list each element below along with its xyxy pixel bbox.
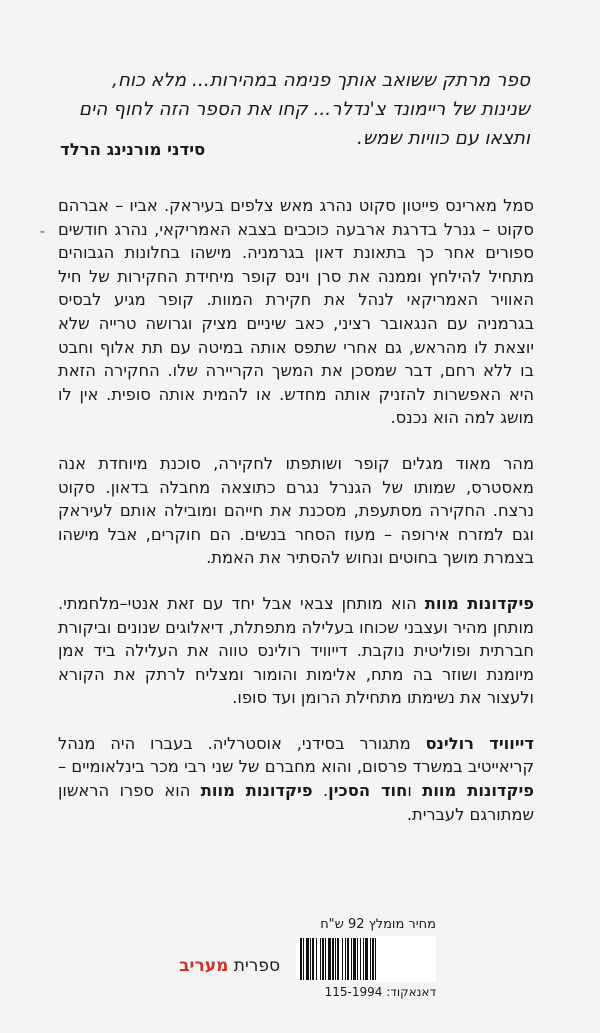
barcode-bar [351, 938, 352, 980]
barcode-bar [303, 938, 304, 980]
book-title: חוד הסכין [328, 781, 408, 801]
dash-mark: - [40, 224, 46, 240]
synopsis-paragraph-1: סמל מארינס פייטון סקוט נהרג מאש צלפים בעיראק. אביו – אברהם סקוט – גנרל בדרגת ארבעה כוכבים בצבא האמריקאי, נהרג חודשים ספורים אחר כך בתאונת דאון בגרמניה. מישהו בחלונות הגבוהים מתחיל להילחץ וממנה את סרן וינס קופר מיחידת החקירות של חיל האוויר האמריקאי לנהל את חקירת המוות. קופר מגיע לבסיס בגרמניה עם הנגאובר רציני, כאב שיניים מציק וגרושה טרייה שלא יוצאת לו מהראש, גם אחרי שתפס אותה במיטה עם תת אלוף וחבט בו ללא רחם, דבר שמסכן את המשך הקריירה שלו. החקירה הזאת היא האפשרות להזניק אותה מחדש. או להמית אותה סופית. אין לו מושג למה הוא נכנס. [58, 196, 534, 428]
review-source: סידני מורנינג הרלד [60, 140, 206, 159]
bio-text: מתגורר בסידני, אוסטרליה. בעברו היה מנהל קריאייטיב במשרד פרסום, והוא מחברם של שני רבי מכר בינלאומיים – [58, 733, 534, 777]
barcode [296, 936, 436, 982]
barcode-bar [345, 938, 346, 980]
barcode-bar [328, 938, 331, 980]
barcode-bar [365, 938, 368, 980]
paragraph-text: הוא מותחן צבאי אבל יחד עם זאת אנטי–מלחמתי. מותחן מהיר ועצבני שכוחו בעלילה מתפתלת, דיאלוגים שנונים וביקורת חברתית ופוליטית נוקבת. דייוויד רולינס טווה את העלילה ביד אמן מיומנת ושוזר בה מתח, אלימות והומור ומצליח לרתק את הקורא ולעצור את נשימתו מתחילת הרומן ועד סופו. [58, 593, 534, 708]
book-title: פיקדונות מוות [422, 781, 534, 801]
barcode-bar [332, 938, 334, 980]
barcode-bar [312, 938, 314, 980]
barcode-bar [370, 938, 371, 980]
bio-text: הוא ספרו הראשון שמתורגם לעברית. [58, 781, 534, 824]
review-quote: ספר מרתק ששואב אותך פנימה במהירות... מלא כוח, שנינות של ריימונד צ'נדלר... קחו את הספר הזה לחוף הים ותצאו עם כוויות שמש. [78, 70, 530, 149]
barcode-bar [335, 938, 336, 980]
barcode-bar [360, 938, 361, 980]
synopsis-paragraph-2: מהר מאוד מגלים קופר ושותפתו לחקירה, סוכנת מיוחדת אנה מאסטרס, שמותו של הגנרל נגרם כתוצאה מחבלה בדאון. סקוט נרצח. החקירה מסתעפת, מסכנת את חייהם ומובילה אותם לעיראק וגם למזרח אירופה – מעוז הסחר בנשים. הם חוקרים, אבל מישהו בצמרת מושך בחוטים ונחוש להסתיר את האמת. [58, 453, 534, 568]
publisher-prefix: ספרית [233, 956, 280, 976]
danacode-label: דאנאקוד: 115-1994 [324, 985, 436, 999]
book-title: פיקדונות מוות [200, 781, 313, 801]
publisher-logo [170, 956, 280, 976]
barcode-bar [353, 938, 356, 980]
barcode-bar [375, 938, 376, 980]
barcode-bar [372, 938, 374, 980]
barcode-bar [357, 938, 358, 980]
barcode-bar [320, 938, 321, 980]
bio-text: . [312, 781, 329, 801]
barcode-bar [310, 938, 311, 980]
price-label: מחיר מומלץ 92 ש"ח [320, 917, 436, 932]
synopsis [58, 194, 534, 848]
barcode-bar [342, 938, 343, 980]
barcode-bar [325, 938, 326, 980]
bio-text: ו [407, 781, 423, 801]
book-title: פיקדונות מוות [424, 593, 534, 613]
barcode-graphic [296, 936, 436, 982]
barcode-bar [300, 938, 302, 980]
barcode-bar [347, 938, 349, 980]
barcode-bar [337, 938, 339, 980]
barcode-bar [306, 938, 309, 980]
author-name: דייוויד רולינס [425, 733, 534, 753]
barcode-bar [363, 938, 364, 980]
author-bio [58, 732, 534, 826]
synopsis-paragraph-3 [58, 592, 534, 710]
publisher-brand: מעריב [179, 956, 229, 976]
barcode-bar [322, 938, 324, 980]
barcode-bar [316, 938, 317, 980]
